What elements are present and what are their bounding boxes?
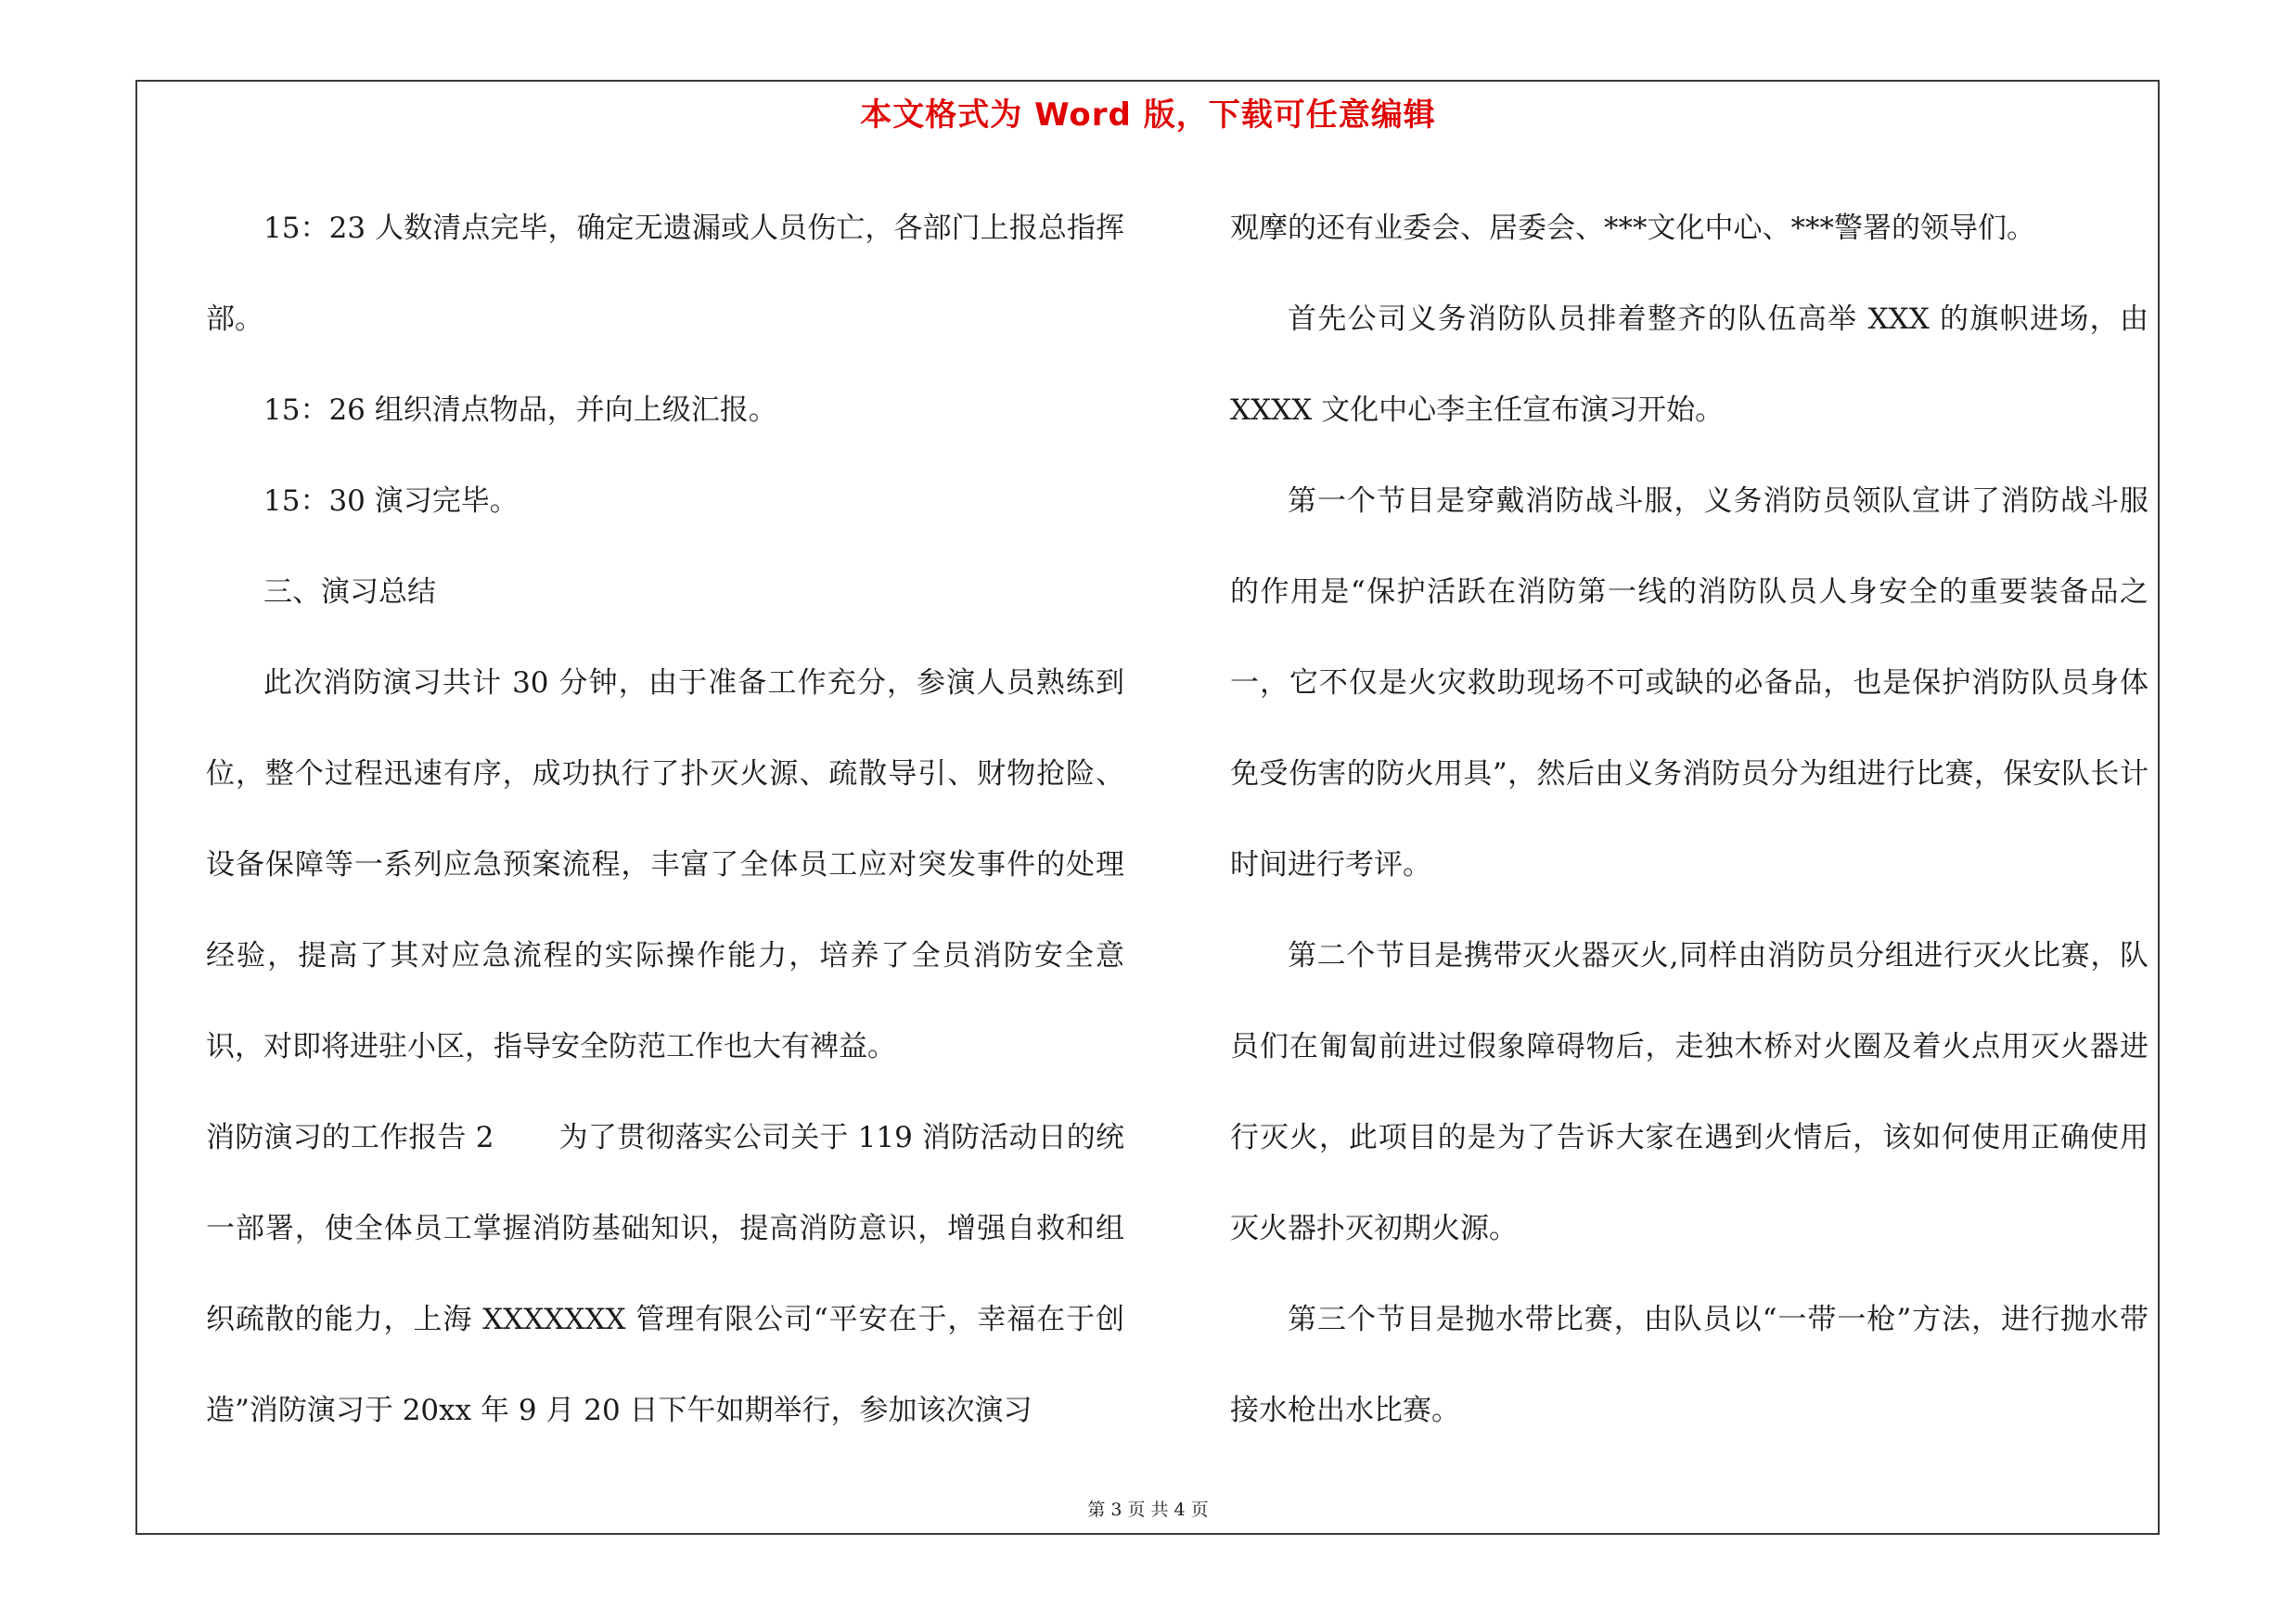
report-body: 为了贯彻落实公司关于 119 消防活动日的统一部署，使全体员工掌握消防基础知识，提高消防意识，增强自救和组织疏散的能力，上海 XXXXXXX 管理有限公司“平安在于，幸福在于创造”消防演习于 20xx 年 9 月 20 日下午如期举行，参加该次演习 — [206, 1121, 1124, 1427]
paragraph: 15：23 人数清点完毕，确定无遗漏或人员伤亡，各部门上报总指挥部。 — [206, 212, 1124, 336]
paragraph: 观摩的还有业委会、居委会、***文化中心、***警署的领导们。 — [1230, 212, 2035, 245]
paragraph: 第三个节目是抛水带比赛，由队员以“一带一枪”方法，进行抛水带接水枪出水比赛。 — [1230, 1303, 2148, 1427]
paragraph: 首先公司义务消防队员排着整齐的队伍高举 XXX 的旗帜进场，由 XXXX 文化中心李主任宣布演习开始。 — [1230, 303, 2148, 427]
document-banner: 本文格式为 Word 版，下载可任意编辑 — [860, 97, 1436, 134]
paragraph: 第二个节目是携带灭火器灭火,同样由消防员分组进行灭火比赛，队员们在匍匐前进过假象障碍物后，走独木桥对火圈及着火点用灭火器进行灭火，此项目的是为了告诉大家在遇到火情后，该如何使用正确使用灭火器扑灭初期火源。 — [1230, 939, 2148, 1245]
report-paragraph — [206, 1092, 1124, 1456]
paragraph: 此次消防演习共计 30 分钟，由于准备工作充分，参演人员熟练到位，整个过程迅速有序，成功执行了扑灭火源、疏散导引、财物抢险、设备保障等一系列应急预案流程，丰富了全体员工应对突发事件的处理经验，提高了其对应急流程的实际操作能力，培养了全员消防安全意识，对即将进驻小区，指导安全防范工作也大有裨益。 — [206, 666, 1124, 1063]
page-number: 第 3 页 共 4 页 — [1087, 1500, 1209, 1520]
section-heading: 三、演习总结 — [263, 575, 436, 609]
left-column — [206, 183, 1124, 1456]
paragraph: 15：26 组织清点物品，并向上级汇报。 — [263, 393, 777, 427]
paragraph: 第一个节目是穿戴消防战斗服，义务消防员领队宣讲了消防战斗服的作用是“保护活跃在消防第一线的消防队员人身安全的重要装备品之一，它不仅是火灾救助现场不可或缺的必备品，也是保护消防队员身体免受伤害的防火用具”，然后由义务消防员分为组进行比赛，保安队长计时间进行考评。 — [1230, 484, 2148, 882]
report-title: 消防演习的工作报告 2 — [206, 1121, 494, 1154]
right-column — [1230, 183, 2148, 1456]
paragraph: 15：30 演习完毕。 — [263, 484, 519, 518]
